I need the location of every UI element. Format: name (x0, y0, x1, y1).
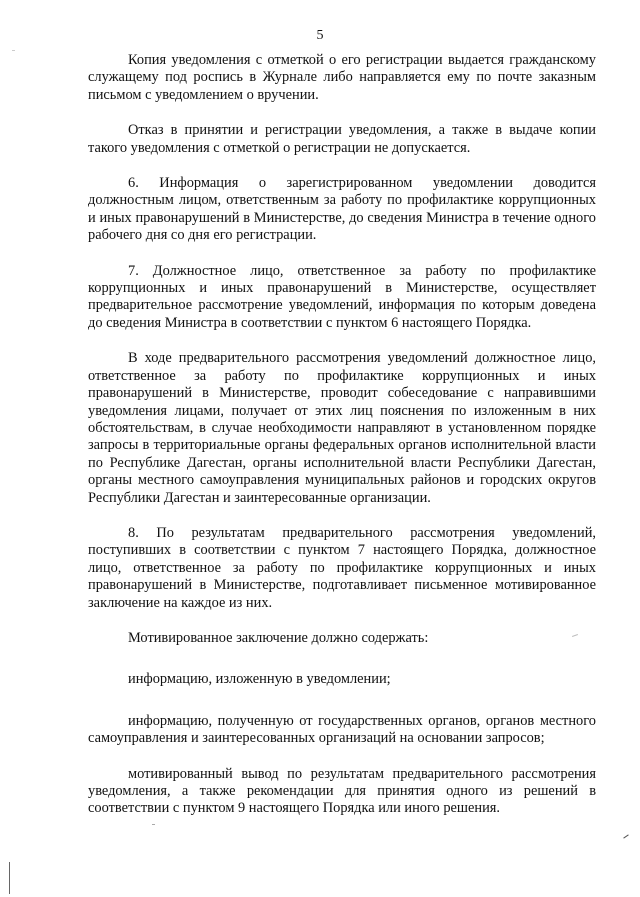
paragraph-motivated-conclusion: мотивированный вывод по результатам предварительного рассмотрения уведомления, а также рекомендации для принятия одного из решений в соответствии с пунктом 9 настоящего Порядка или иного решения. (88, 765, 596, 817)
paragraph-conclusion-contents: Мотивированное заключение должно содержать: (128, 629, 429, 646)
paragraph-agency-information: информацию, полученную от государственных органов, органов местного самоуправления и заинтересованных организаций на основании запросов; (88, 712, 596, 747)
scan-speck (623, 834, 628, 838)
paragraph-preliminary-review: В ходе предварительного рассмотрения уведомлений должностное лицо, ответственное за работу по профилактике коррупционных и иных правонарушений в Министерстве, проводит собеседование с направившими уведомления лицами, получает от этих лиц пояснения по изложенным в них обстоятельствам, в случае необходимости направляют в установленном порядке запросы в территориальные органы федеральных органов исполнительной власти по Республике Дагестан, органы исполнительной власти Республики Дагестан, органы местного самоуправления муниципальных районов и городских округов Республики Дагестан и заинтересованные организации. (88, 350, 596, 506)
scan-edge-mark (9, 862, 10, 894)
page-number: 5 (316, 28, 324, 43)
document-body (88, 52, 596, 836)
paragraph-refusal-not-allowed: Отказ в принятии и регистрации уведомления, а также в выдаче копии такого уведомления с отметкой о регистрации не допускается. (88, 122, 596, 156)
paragraph-copy-of-notice: Копия уведомления с отметкой о его регистрации выдается гражданскому служащему под роспись в Журнале либо направляется ему по почте заказным письмом с уведомлением о вручении. (88, 52, 596, 103)
paragraph-item-8: 8. По результатам предварительного рассмотрения уведомлений, поступивших в соответствии с пунктом 7 настоящего Порядка, должностное лицо, ответственное за работу по профилактике коррупционных и иных правонарушений в Министерстве, подготавливает письменное мотивированное заключение на каждое из них. (88, 524, 596, 611)
scan-speck (152, 824, 155, 825)
paragraph-notice-information: информацию, изложенную в уведомлении; (128, 671, 391, 688)
paragraph-item-7: 7. Должностное лицо, ответственное за работу по профилактике коррупционных и иных правонарушений в Министерстве, осуществляет предварительное рассмотрение уведомлений, информация по которым доведена до сведения Министра в соответствии с пунктом 6 настоящего Порядка. (88, 262, 596, 331)
scan-speck (12, 50, 15, 51)
paragraph-item-6: 6. Информация о зарегистрированном уведомлении доводится должностным лицом, ответственным за работу по профилактике коррупционных и иных правонарушений в Министерстве, до сведения Министра в течение одного рабочего дня со дня его регистрации. (88, 175, 596, 244)
